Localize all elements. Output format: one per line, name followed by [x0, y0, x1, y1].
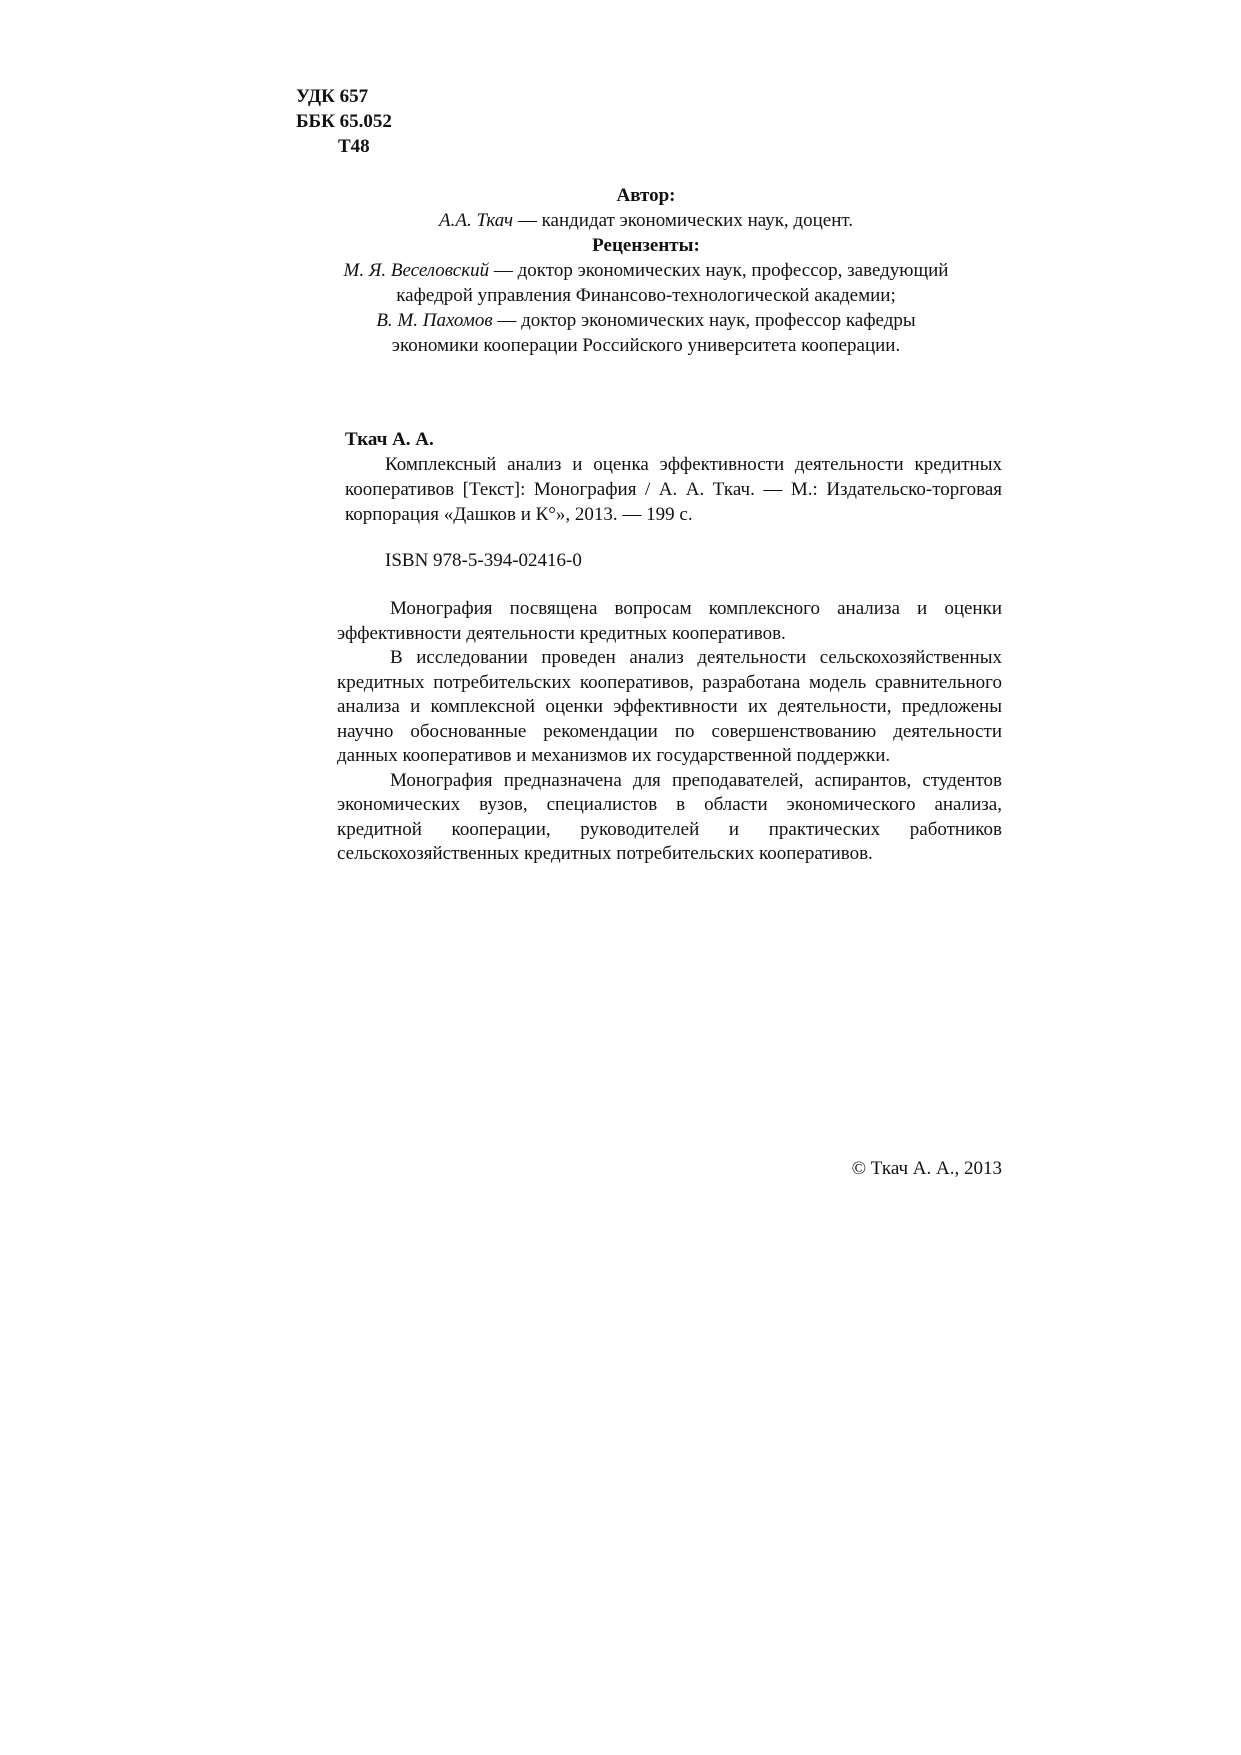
reviewer2-line [296, 308, 996, 333]
reviewers-heading: Рецензенты: [592, 235, 700, 256]
catalog-author: Ткач А. А. [345, 429, 434, 450]
credits-block [296, 183, 996, 358]
author-mark: Т48 [338, 136, 370, 157]
author-description: — кандидат экономических наук, доцент. [513, 210, 853, 231]
author-line [296, 208, 996, 233]
abstract-paragraph-3: Монография предназначена для преподавателей, аспирантов, студентов экономических вузов, специалистов в области экономического анализа, кредитной кооперации, руководителей и практических работников сельскохозяйственных кредитных потребительских кооперативов. [337, 769, 1002, 864]
abstract-paragraph-1: Монография посвящена вопросам комплексного анализа и оценки эффективности деятельности кредитных кооперативов. [337, 598, 1002, 644]
reviewer1-line2: кафедрой управления Финансово-технологической академии; [396, 285, 896, 306]
bbk-code: ББК 65.052 [296, 111, 392, 132]
catalog-entry: Комплексный анализ и оценка эффективности деятельности кредитных кооперативов [Текст]: Монография / А. А. Ткач. — М.: Издательско-торговая корпорация «Дашков и К°», 2013. — 199 с. [345, 454, 1002, 525]
classification-codes [296, 84, 392, 159]
abstract-paragraph-2: В исследовании проведен анализ деятельности сельскохозяйственных кредитных потребительских кооперативов, разработана модель сравнительного анализа и комплексной оценки эффективности их деятельности, предложены научно обоснованные рекомендации по совершенствованию деятельности данных кооперативов и механизмов их государственной поддержки. [337, 647, 1002, 766]
reviewer2-description: — доктор экономических наук, профессор кафедры [492, 310, 916, 331]
abstract [337, 597, 1002, 867]
copyright-notice: © Ткач А. А., 2013 [851, 1158, 1002, 1179]
reviewer1-description: — доктор экономических наук, профессор, заведующий [489, 260, 949, 281]
reviewer2-name: В. М. Пахомов [376, 310, 493, 331]
author-heading: Автор: [616, 185, 676, 206]
catalog-record [345, 427, 1002, 527]
reviewer1-line [296, 258, 996, 283]
udk-code: УДК 657 [296, 86, 369, 107]
reviewer1-name: М. Я. Веселовский [343, 260, 490, 281]
reviewer2-line2: экономики кооперации Российского университета кооперации. [391, 335, 901, 356]
isbn: ISBN 978-5-394-02416-0 [385, 550, 582, 571]
author-name: А.А. Ткач [438, 210, 514, 231]
